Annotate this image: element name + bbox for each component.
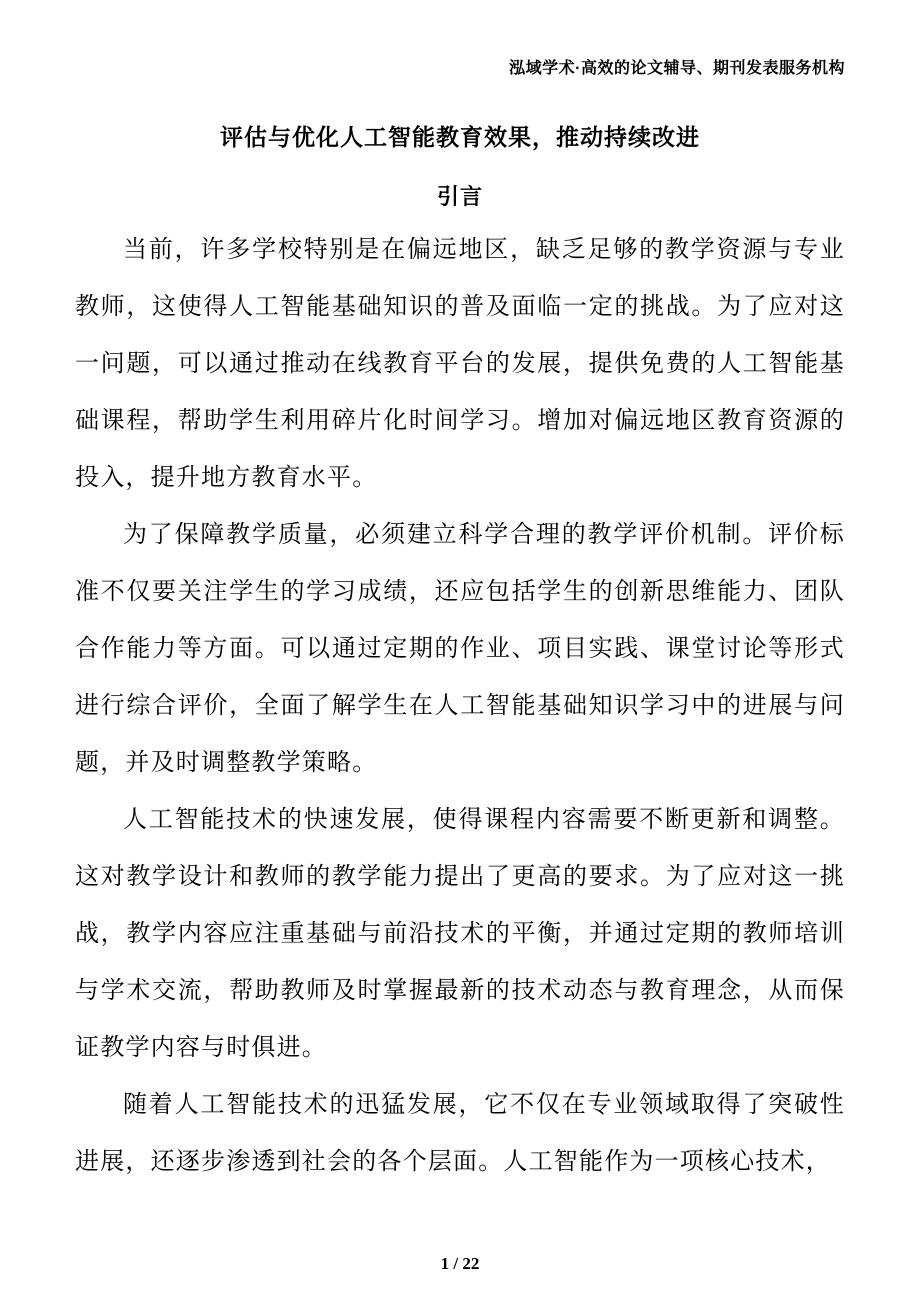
document-body: [75, 222, 845, 1197]
paragraph-2: 为了保障教学质量，必须建立科学合理的教学评价机制。评价标准不仅要关注学生的学习成绩，还应包括学生的创新思维能力、团队合作能力等方面。可以通过定期的作业、项目实践、课堂讨论等形式进行综合评价，全面了解学生在人工智能基础知识学习中的进展与问题，并及时调整教学策略。: [75, 522, 845, 776]
page-number: 1 / 22: [440, 1254, 480, 1273]
page-header-text: 泓域学术·高效的论文辅导、期刊发表服务机构: [509, 60, 845, 77]
paragraph-4: 随着人工智能技术的迅猛发展，它不仅在专业领域取得了突破性进展，还逐步渗透到社会的各个层面。人工智能作为一项核心技术，: [75, 1092, 845, 1175]
document-title: 评估与优化人工智能教育效果，推动持续改进: [220, 124, 700, 150]
paragraph-3: 人工智能技术的快速发展，使得课程内容需要不断更新和调整。这对教学设计和教师的教学能力提出了更高的要求。为了应对这一挑战，教学内容应注重基础与前沿技术的平衡，并通过定期的教师培训与学术交流，帮助教师及时掌握最新的技术动态与教育理念，从而保证教学内容与时俱进。: [75, 807, 845, 1061]
section-heading-intro: 引言: [436, 184, 483, 209]
paragraph-1: 当前，许多学校特别是在偏远地区，缺乏足够的教学资源与专业教师，这使得人工智能基础知识的普及面临一定的挑战。为了应对这一问题，可以通过推动在线教育平台的发展，提供免费的人工智能基础课程，帮助学生利用碎片化时间学习。增加对偏远地区教育资源的投入，提升地方教育水平。: [75, 237, 845, 491]
